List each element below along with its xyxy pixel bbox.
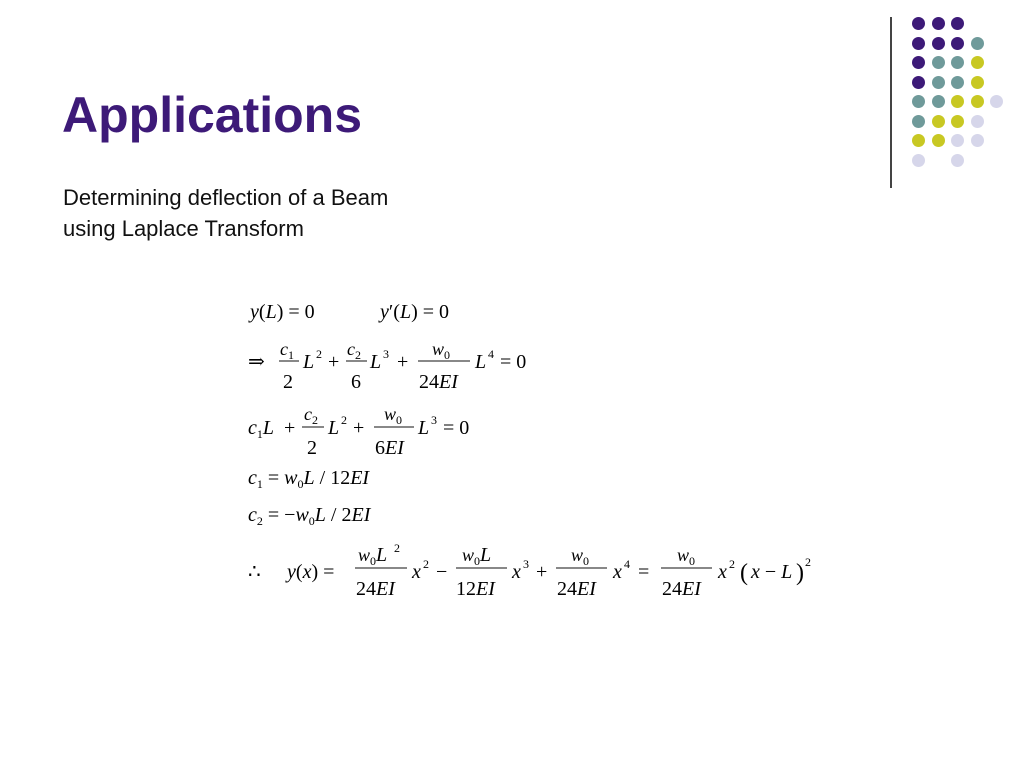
subtitle-line-1: Determining deflection of a Beam (63, 185, 389, 210)
svg-text:x: x (613, 561, 622, 583)
svg-text:4: 4 (488, 347, 494, 361)
svg-text:y′(L) = 0: y′(L) = 0 (380, 301, 450, 323)
svg-text:= 0: = 0 (500, 351, 527, 373)
svg-text:(: ( (740, 560, 748, 586)
svg-text:c2 = −w0L / 2EI: $c_2 = -w_0L / 2EI$ (248, 504, 371, 528)
equation-c1 (248, 467, 370, 491)
svg-text:): ) (796, 560, 804, 586)
equation-c2 (248, 504, 372, 528)
svg-text:24EI: 24EI (356, 578, 395, 600)
svg-text:L: L (475, 351, 487, 373)
svg-text:−: − (436, 561, 448, 583)
svg-text:+: + (328, 351, 340, 373)
svg-text:L: L (418, 417, 430, 439)
svg-text:2: 2 (283, 371, 293, 393)
svg-text:2: 2 (307, 437, 317, 459)
svg-text:6: 6 (351, 371, 361, 393)
svg-text:⇒: ⇒ (248, 351, 265, 373)
svg-text:w0L: $w_0L$ (462, 544, 492, 568)
svg-text:3: 3 (523, 557, 529, 571)
svg-text:12EI: 12EI (456, 578, 495, 600)
slide-title: Applications (62, 87, 363, 143)
svg-text:c2: $c_2$ (304, 404, 318, 427)
svg-text:3: 3 (383, 347, 389, 361)
svg-text:w0: $w_0$ (384, 404, 403, 427)
svg-text:c1 = w0L / 12EI: $c_1 = w_0L / 12EI$ (248, 467, 370, 491)
svg-text:6EI: 6EI (375, 437, 404, 459)
svg-text:L: L (303, 351, 315, 373)
equation-slope-condition (248, 404, 469, 459)
svg-text:y(x) =: y(x) = (287, 561, 335, 583)
svg-text:= 0: = 0 (443, 417, 470, 439)
svg-text:x − L: x − L (751, 561, 793, 583)
svg-text:w0: $w_0$ (432, 339, 451, 362)
svg-text:2: 2 (423, 557, 429, 571)
svg-text:24EI: 24EI (419, 371, 458, 393)
svg-text:+: + (284, 417, 296, 439)
svg-text:2: 2 (316, 347, 322, 361)
subtitle-line-2: using Laplace Transform (63, 216, 304, 241)
svg-text:w0: $w_0$ (571, 545, 590, 568)
svg-text:+: + (397, 351, 409, 373)
svg-text:x: x (718, 561, 727, 583)
svg-text:+: + (536, 561, 548, 583)
svg-text:2: 2 (394, 541, 400, 555)
equation-boundary-conditions (248, 301, 449, 323)
svg-text:4: 4 (624, 557, 630, 571)
svg-text:w0L: $w_0L$ (358, 544, 388, 568)
svg-text:3: 3 (431, 413, 437, 427)
svg-text:x: x (412, 561, 421, 583)
equation-deflection-result (248, 541, 811, 600)
svg-text:24EI: 24EI (557, 578, 596, 600)
svg-text:c1L: $c_1L$ (248, 417, 275, 441)
svg-text:+: + (353, 417, 365, 439)
svg-text:x: x (512, 561, 521, 583)
svg-text:2: 2 (729, 557, 735, 571)
svg-text:24EI: 24EI (662, 578, 701, 600)
equation-substituted (248, 339, 526, 393)
svg-text:=: = (638, 561, 650, 583)
svg-text:2: 2 (341, 413, 347, 427)
svg-text:L: L (328, 417, 340, 439)
svg-text:w0: $w_0$ (677, 545, 696, 568)
svg-text:c2: $c_2$ (347, 339, 361, 362)
svg-text:2: 2 (805, 555, 811, 569)
svg-text:c1: $c_1$ (280, 339, 294, 362)
svg-text:y(L) = 0: y(L) = 0 (250, 301, 315, 323)
svg-text:L: L (370, 351, 382, 373)
svg-text:∴: ∴ (248, 561, 261, 583)
